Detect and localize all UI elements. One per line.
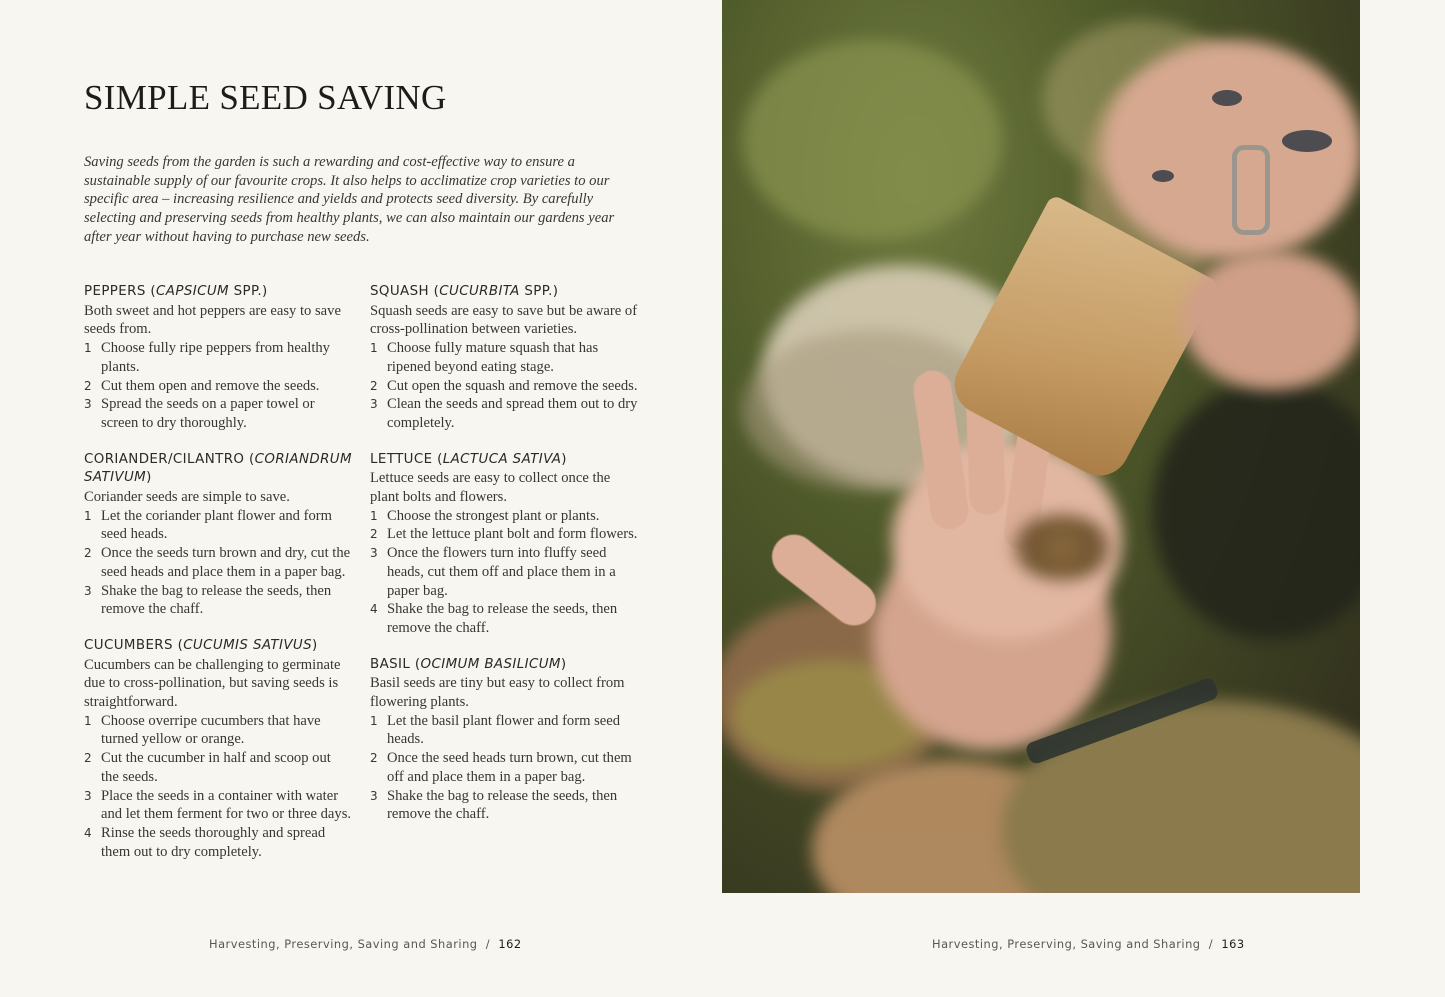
page-number: 162	[498, 937, 522, 951]
heading-tail: )	[146, 470, 152, 486]
scientific-name: CAPSICUM	[156, 284, 229, 299]
step-item	[370, 787, 638, 824]
foliage-blur	[742, 40, 1002, 240]
entry-heading	[84, 283, 352, 302]
step-number: 3	[84, 397, 92, 412]
step-number: 2	[84, 546, 92, 561]
step-number: 1	[370, 341, 378, 356]
common-name: PEPPERS (	[84, 284, 157, 299]
entry-heading	[84, 451, 352, 488]
running-footer-left	[209, 937, 522, 951]
step-number: 2	[370, 751, 378, 766]
common-name: CUCUMBERS (	[84, 637, 184, 653]
step-item	[84, 377, 352, 396]
footer-section: Harvesting, Preserving, Saving and Sharing	[932, 937, 1201, 951]
step-number: 1	[84, 713, 92, 728]
entry-description: Both sweet and hot peppers are easy to save seeds from.	[84, 302, 341, 338]
heading-tail: )	[561, 451, 567, 467]
ring	[1232, 145, 1270, 235]
steps-list	[84, 507, 352, 619]
footer-separator: /	[1208, 937, 1214, 951]
tattoo	[1152, 170, 1174, 182]
left-page	[0, 0, 722, 997]
scientific-name: CUCURBITA	[439, 284, 520, 299]
step-item	[84, 787, 352, 824]
seed-entry	[370, 283, 638, 433]
step-item	[370, 507, 638, 526]
common-name: SQUASH (	[370, 284, 440, 299]
step-text: Cut open the squash and remove the seeds.	[387, 377, 638, 394]
column-2	[370, 283, 638, 842]
step-item	[370, 600, 638, 637]
footer-section: Harvesting, Preserving, Saving and Sharing	[209, 937, 478, 951]
step-number: 1	[370, 713, 378, 728]
entry-heading	[84, 637, 352, 656]
step-number: 3	[84, 788, 92, 803]
step-text: Clean the seeds and spread them out to dry completely.	[387, 396, 638, 431]
entry-description: Basil seeds are tiny but easy to collect from flowering plants.	[370, 675, 625, 711]
step-text: Shake the bag to release the seeds, then remove the chaff.	[101, 582, 332, 618]
step-item	[370, 339, 638, 376]
step-number: 1	[84, 341, 92, 356]
step-item	[84, 395, 352, 432]
step-text: Once the seeds turn brown and dry, cut the seed heads and place them in a paper bag.	[101, 545, 351, 580]
heading-tail: SPP.)	[228, 284, 268, 299]
hands-pouring-seeds-photo	[722, 0, 1360, 893]
entry-heading	[370, 656, 638, 675]
page-number: 163	[1221, 937, 1245, 951]
scientific-name: OCIMUM BASILICUM	[420, 656, 561, 672]
step-item	[370, 525, 638, 544]
seed-entry	[370, 451, 638, 638]
footer-separator: /	[485, 937, 491, 951]
step-text: Spread the seeds on a paper towel or screen to dry thoroughly.	[101, 396, 315, 431]
step-number: 2	[84, 378, 92, 393]
heading-tail: )	[312, 637, 318, 653]
scientific-name: CUCUMIS SATIVUS	[183, 637, 313, 653]
steps-list	[370, 339, 638, 433]
step-number: 2	[370, 378, 378, 393]
step-number: 1	[370, 508, 378, 523]
steps-list	[370, 712, 638, 824]
step-item	[84, 749, 352, 786]
steps-list	[84, 339, 352, 433]
step-text: Let the basil plant flower and form seed heads.	[387, 712, 621, 748]
running-footer-right	[932, 937, 1245, 951]
dark-pot	[1152, 380, 1360, 640]
entry-description: Squash seeds are easy to save but be aware of cross-pollination between varieties.	[370, 302, 638, 338]
step-text: Once the seed heads turn brown, cut them off and place them in a paper bag.	[387, 750, 632, 785]
common-name: LETTUCE (	[370, 451, 443, 467]
step-item	[370, 749, 638, 786]
step-item	[370, 377, 638, 396]
scientific-name: LACTUCA SATIVA	[442, 451, 562, 467]
steps-list	[370, 507, 638, 638]
step-text: Once the flowers turn into fluffy seed heads, cut them off and place them in a paper bag.	[387, 545, 616, 599]
steps-list	[84, 712, 352, 862]
entry-heading	[370, 451, 638, 470]
step-text: Let the lettuce plant bolt and form flowers.	[387, 526, 638, 543]
step-text: Choose fully mature squash that has ripened beyond eating stage.	[387, 340, 599, 375]
entry-description: Cucumbers can be challenging to germinate due to cross-pollination, but saving seeds is straightforward.	[84, 656, 341, 711]
seed-entry	[84, 637, 352, 861]
step-number: 3	[84, 583, 92, 598]
step-text: Let the coriander plant flower and form seed heads.	[101, 507, 332, 543]
step-text: Choose the strongest plant or plants.	[387, 507, 600, 524]
step-number: 3	[370, 397, 378, 412]
tattoo	[1282, 130, 1332, 152]
step-text: Rinse the seeds thoroughly and spread them out to dry completely.	[101, 824, 326, 860]
step-number: 4	[370, 602, 378, 617]
seed-pile	[1012, 515, 1112, 580]
step-text: Shake the bag to release the seeds, then remove the chaff.	[387, 601, 618, 636]
tattoo	[1212, 90, 1242, 106]
step-number: 1	[84, 508, 92, 523]
heading-tail: SPP.)	[519, 284, 559, 299]
entry-description: Lettuce seeds are easy to collect once the plant bolts and flowers.	[370, 470, 611, 506]
step-number: 2	[370, 527, 378, 542]
common-name: CORIANDER/CILANTRO (	[84, 451, 255, 467]
step-text: Cut them open and remove the seeds.	[101, 377, 320, 394]
right-page	[722, 0, 1445, 997]
step-text: Place the seeds in a container with water and let them ferment for two or three days.	[101, 787, 352, 823]
entry-description: Coriander seeds are simple to save.	[84, 489, 290, 506]
page-title: SIMPLE SEED SAVING	[84, 78, 447, 117]
step-text: Cut the cucumber in half and scoop out the seeds.	[101, 750, 331, 785]
step-text: Choose overripe cucumbers that have turned yellow or orange.	[101, 712, 321, 748]
step-text: Shake the bag to release the seeds, then remove the chaff.	[387, 787, 618, 823]
common-name: BASIL (	[370, 656, 421, 672]
seed-entry	[84, 283, 352, 433]
scientific-name: CORIANDRUM SATIVUM	[84, 451, 352, 486]
seed-entry	[84, 451, 352, 619]
step-number: 4	[84, 825, 92, 840]
heading-tail: )	[560, 656, 567, 672]
column-1	[84, 283, 352, 879]
step-number: 2	[84, 751, 92, 766]
step-item	[84, 544, 352, 581]
step-item	[370, 712, 638, 749]
step-text: Choose fully ripe peppers from healthy plants.	[101, 340, 330, 375]
step-number: 3	[370, 788, 378, 803]
step-item	[370, 395, 638, 432]
step-number: 3	[370, 546, 378, 561]
step-item	[84, 339, 352, 376]
intro-paragraph: Saving seeds from the garden is such a rewarding and cost-effective way to ensure a sustainable supply of our favourite crops. It also helps to acclimatize crop varieties to our specific area – increasing resilience and yields and protects seed diversity. By carefully selecting and preserving seeds from healthy plants, we can also maintain our gardens year after year without having to purchase new seeds.	[84, 154, 615, 245]
step-item	[84, 712, 352, 749]
step-item	[84, 824, 352, 861]
upper-hand-fingers	[1182, 250, 1360, 390]
step-item	[84, 507, 352, 544]
step-item	[84, 582, 352, 619]
step-item	[370, 544, 638, 600]
seed-entry	[370, 656, 638, 824]
entry-heading	[370, 283, 638, 302]
